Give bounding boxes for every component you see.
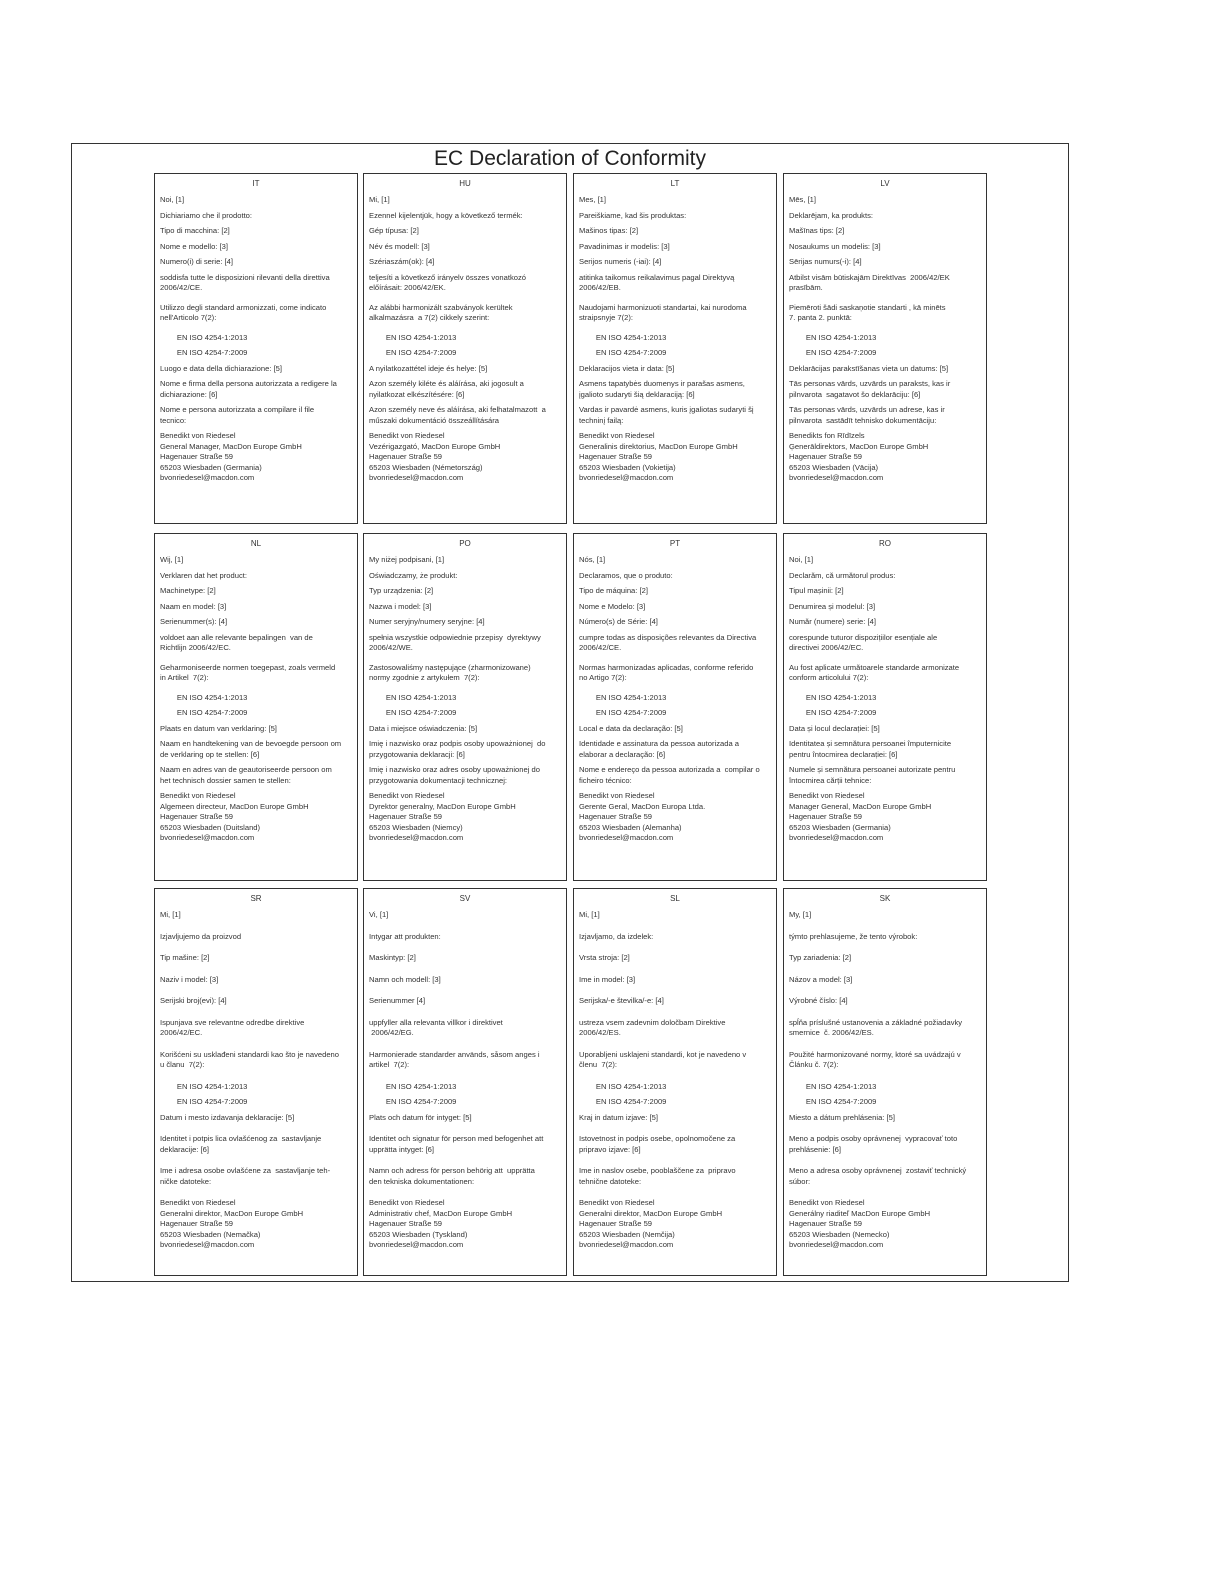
declaration-line: Identidade e assinatura da pessoa autorizada a elaborar a declaração: [6] — [579, 739, 740, 759]
declaration-panel-sl — [573, 888, 777, 1276]
declaration-line: Nome e firma della persona autorizzata a redigere la dichiarazione: [6] — [160, 379, 337, 399]
declaration-line: Imię i nazwisko oraz adres osoby upoważnionej do przygotowania dokumentacji technicznej: — [369, 765, 540, 785]
declaration-line: Benedikt von Riedesel Generalni direktor, MacDon Europe GmbH Hagenauer Straße 59 65203 Wiesbaden (Nemačka) bvonriedesel@macdon.com — [160, 1198, 304, 1249]
declaration-line: Výrobné číslo: [4] — [789, 996, 848, 1005]
declaration-line: uppfyller alla relevanta villkor i direktivet 2006/42/EG. — [369, 1017, 503, 1037]
declaration-line: Az alábbi harmonizált szabványok kerültek alkalmazásra a 7(2) cikkely szerint: — [369, 302, 513, 322]
declaration-line: Data i miejsce oświadczenia: [5] — [369, 723, 478, 733]
declaration-line: Luogo e data della dichiarazione: [5] — [160, 363, 283, 373]
declaration-line: Gép típusa: [2] — [369, 226, 419, 235]
declaration-line: Benedikt von Riedesel Generalni direktor, MacDon Europe GmbH Hagenauer Straße 59 65203 Wiesbaden (Nemčija) bvonriedesel@macdon.com — [579, 1198, 723, 1249]
declaration-line: Local e data da declaração: [5] — [579, 723, 683, 733]
declaration-line: Noi, [1] — [160, 195, 185, 204]
declaration-panel-sv — [363, 888, 567, 1276]
declaration-line: Identitatea și semnătura persoanei împuternicite pentru întocmirea declarației: [6] — [789, 739, 952, 759]
declaration-line: Meno a adresa osoby oprávnenej zostaviť technický súbor: — [789, 1166, 967, 1186]
language-code: NL — [250, 539, 262, 548]
declaration-line: Oświadczamy, że produkt: — [369, 570, 458, 580]
declaration-line: Ime in naslov osebe, pooblaščene za pripravo tehnične datoteke: — [579, 1166, 736, 1186]
declaration-line: Azon személy neve és aláírása, aki felhatalmazott a műszaki dokumentáció összeállítására — [369, 405, 546, 425]
declaration-line: Noi, [1] — [789, 555, 814, 564]
declaration-line: týmto prehlasujeme, že tento výrobok: — [789, 931, 918, 941]
declaration-panel-sk — [783, 888, 987, 1276]
declaration-line: cumpre todas as disposições relevantes da Directiva 2006/42/CE. — [579, 632, 757, 652]
declaration-line: Mi, [1] — [369, 195, 390, 204]
language-code: PT — [669, 539, 681, 548]
declaration-panel-lt — [573, 173, 777, 524]
declaration-line: EN ISO 4254-7:2009 — [789, 1097, 877, 1106]
declaration-line: Imię i nazwisko oraz podpis osoby upoważnionej do przygotowania deklaracji: [6] — [369, 739, 546, 759]
declaration-line: Uporabljeni usklajeni standardi, kot je navedeno v členu 7(2): — [579, 1049, 747, 1069]
declaration-line: My, [1] — [789, 910, 812, 919]
declaration-line: EN ISO 4254-7:2009 — [789, 348, 877, 357]
declaration-line: spełnia wszystkie odpowiednie przepisy dyrektywy 2006/42/WE. — [369, 632, 541, 652]
declaration-line: voldoet aan alle relevante bepalingen van de Richtlijn 2006/42/EC. — [160, 632, 313, 652]
declaration-line: Nome e endereço da pessoa autorizada a compilar o ficheiro técnico: — [579, 765, 760, 785]
declaration-line: Plats och datum för intyget: [5] — [369, 1112, 472, 1122]
declaration-line: Benedikt von Riedesel Vezérigazgató, MacDon Europe GmbH Hagenauer Straße 59 65203 Wiesbaden (Németország) bvonriedesel@macdon.com — [369, 431, 501, 482]
declaration-line: Azon személy kiléte és aláírása, aki jogosult a nyilatkozat elkészítésére: [6] — [369, 379, 524, 399]
declaration-line: Număr (numere) serie: [4] — [789, 617, 876, 626]
declaration-line: Vardas ir pavardė asmens, kuris įgaliotas sudaryti šį techninį failą: — [579, 405, 754, 425]
declaration-line: Miesto a dátum prehlásenia: [5] — [789, 1112, 895, 1122]
declaration-line: Zastosowaliśmy następujące (zharmonizowane) normy zgodnie z artykułem 7(2): — [369, 662, 531, 682]
declaration-line: Benedikt von Riedesel Algemeen directeur, MacDon Europe GmbH Hagenauer Straße 59 65203 Wiesbaden (Duitsland) bvonriedesel@macdon.com — [160, 791, 309, 842]
declaration-line: Pareiškiame, kad šis produktas: — [579, 210, 687, 220]
declaration-line: Ime in model: [3] — [579, 974, 636, 984]
language-code: LT — [670, 179, 680, 188]
declaration-line: EN ISO 4254-1:2013 — [160, 332, 248, 342]
language-code: SV — [459, 894, 471, 903]
declaration-line: Au fost aplicate următoarele standarde armonizate conform articolului 7(2): — [789, 662, 960, 682]
declaration-line: Nós, [1] — [579, 555, 606, 564]
declaration-line: ustreza vsem zadevnim določbam Direktive 2006/42/ES. — [579, 1017, 726, 1037]
declaration-line: Meno a podpis osoby oprávnenej vypracovať toto prehlásenie: [6] — [789, 1134, 958, 1154]
declaration-line: Namn och modell: [3] — [369, 974, 441, 984]
document-title: EC Declaration of Conformity — [434, 147, 706, 170]
declaration-line: Numero(i) di serie: [4] — [160, 257, 234, 266]
declaration-panel-hu — [363, 173, 567, 524]
declaration-line: Mašīnas tips: [2] — [789, 226, 845, 235]
declaration-line: Atbilst visām būtiskajām Direktīvas 2006/42/EK prasībām. — [789, 272, 950, 292]
declaration-line: EN ISO 4254-1:2013 — [369, 692, 457, 702]
declaration-line: Plaats en datum van verklaring: [5] — [160, 723, 277, 733]
declaration-line: teljesíti a következő irányelv összes vonatkozó előírásait: 2006/42/EK. — [369, 272, 527, 292]
declaration-line: EN ISO 4254-7:2009 — [369, 1097, 457, 1106]
declaration-line: Machinetype: [2] — [160, 586, 216, 595]
declaration-panel-nl — [154, 533, 358, 881]
declaration-line: Vrsta stroja: [2] — [579, 953, 630, 962]
declaration-line: Intygar att produkten: — [369, 931, 441, 941]
declaration-line: Pavadinimas ir modelis: [3] — [579, 241, 670, 251]
declaration-line: Tipo de máquina: [2] — [579, 586, 648, 595]
declaration-line: EN ISO 4254-7:2009 — [579, 708, 667, 717]
declaration-line: Mēs, [1] — [789, 195, 817, 204]
declaration-line: Deklaracijos vieta ir data: [5] — [579, 363, 675, 373]
declaration-line: Número(s) de Série: [4] — [579, 617, 658, 626]
declaration-line: Denumirea și modelul: [3] — [789, 601, 876, 611]
declaration-line: Dichiariamo che il prodotto: — [160, 210, 253, 220]
declaration-line: Identitet i potpis lica ovlašćenog za sastavljanje deklaracije: [6] — [160, 1134, 322, 1154]
declaration-line: Benedikts fon Rīdīzels Ģenerāldirektors, MacDon Europe GmbH Hagenauer Straße 59 65203 Wiesbaden (Vācija) bvonriedesel@macdon.com — [789, 431, 929, 482]
declaration-line: Typ zariadenia: [2] — [789, 953, 852, 962]
declaration-panel-pt — [573, 533, 777, 881]
declaration-line: Kraj in datum izjave: [5] — [579, 1112, 658, 1122]
declaration-line: Datum i mesto izdavanja deklaracije: [5] — [160, 1112, 295, 1122]
language-code: IT — [252, 179, 260, 188]
declaration-panel-sr — [154, 888, 358, 1276]
declaration-line: Mi, [1] — [160, 910, 181, 919]
language-code: LV — [880, 179, 890, 188]
declaration-line: Naziv i model: [3] — [160, 974, 219, 984]
language-code: SL — [670, 894, 680, 903]
declaration-line: Nome e Modelo: [3] — [579, 601, 646, 611]
declaration-line: Naam en adres van de geautoriseerde persoon om het technisch dossier samen te stellen: — [160, 765, 332, 785]
declaration-line: Tās personas vārds, uzvārds un paraksts, kas ir pilnvarota sagatavot šo deklarāciju: [6] — [789, 379, 951, 399]
declaration-line: Numele și semnătura persoanei autorizate pentru întocmirea cărții tehnice: — [789, 765, 956, 785]
declaration-line: Maskintyp: [2] — [369, 953, 416, 962]
declaration-line: Utilizzo degli standard armonizzati, come indicato nell'Articolo 7(2): — [160, 302, 327, 322]
declaration-line: Benedikt von Riedesel Dyrektor generalny, MacDon Europe GmbH Hagenauer Straße 59 65203 Wiesbaden (Niemcy) bvonriedesel@macdon.com — [369, 791, 516, 842]
declaration-line: Izjavljujemo da proizvod — [160, 931, 242, 941]
declaration-line: Ime i adresa osobe ovlašćene za sastavljanje teh- ničke datoteke: — [160, 1166, 331, 1186]
declaration-line: corespunde tuturor dispozițiilor esențiale ale directivei 2006/42/EC. — [789, 632, 938, 652]
declaration-line: Istovetnost in podpis osebe, opolnomočene za pripravo izjave: [6] — [579, 1134, 736, 1154]
declaration-line: Použité harmonizované normy, ktoré sa uvádzajú v Článku č. 7(2): — [789, 1049, 961, 1069]
declaration-line: Naam en handtekening van de bevoegde persoon om de verklaring op te stellen: [6] — [160, 739, 342, 759]
declaration-line: A nyilatkozattétel ideje és helye: [5] — [369, 363, 488, 373]
declaration-line: EN ISO 4254-7:2009 — [160, 1097, 248, 1106]
declaration-line: Normas harmonizadas aplicadas, conforme referido no Artigo 7(2): — [579, 662, 754, 682]
declaration-line: Tipo di macchina: [2] — [160, 226, 230, 235]
declaration-line: Serijos numeris (-iai): [4] — [579, 257, 662, 266]
declaration-line: EN ISO 4254-1:2013 — [789, 332, 877, 342]
declaration-line: Vi, [1] — [369, 910, 389, 919]
declaration-line: Benedikt von Riedesel Manager General, MacDon Europe GmbH Hagenauer Straße 59 65203 Wiesbaden (Germania) bvonriedesel@macdon.com — [789, 791, 932, 842]
declaration-line: EN ISO 4254-1:2013 — [160, 692, 248, 702]
declaration-panel-po — [363, 533, 567, 881]
declaration-line: Ispunjava sve relevantne odredbe direktive 2006/42/EC. — [160, 1017, 305, 1037]
declaration-panel-ro — [783, 533, 987, 881]
declaration-line: EN ISO 4254-1:2013 — [789, 692, 877, 702]
declaration-line: Wij, [1] — [160, 555, 184, 564]
declaration-line: Identitet och signatur för person med befogenhet att upprätta intyget: [6] — [369, 1134, 544, 1154]
declaration-line: Numer seryjny/numery seryjne: [4] — [369, 617, 485, 626]
declaration-line: EN ISO 4254-7:2009 — [160, 708, 248, 717]
declaration-line: Korišćeni su usklađeni standardi kao što je navedeno u članu 7(2): — [160, 1049, 339, 1069]
declaration-line: Nome e modello: [3] — [160, 241, 228, 251]
declaration-line: Serijski broj(evi): [4] — [160, 996, 227, 1005]
declaration-line: Piemēroti šādi saskaņotie standarti , kā minēts 7. panta 2. punktā: — [789, 302, 946, 322]
declaration-line: Deklarācijas parakstīšanas vieta un datums: [5] — [789, 363, 949, 373]
declaration-line: Mes, [1] — [579, 195, 607, 204]
declaration-line: Názov a model: [3] — [789, 974, 853, 984]
declaration-line: Benedikt von Riedesel Generalinis direktorius, MacDon Europe GmbH Hagenauer Straße 59 65203 Wiesbaden (Vokietija) bvonriedesel@macdon.com — [579, 431, 738, 482]
declaration-line: Nome e persona autorizzata a compilare il file tecnico: — [160, 405, 315, 425]
declaration-line: Typ urządzenia: [2] — [369, 586, 434, 595]
declaration-line: EN ISO 4254-7:2009 — [579, 348, 667, 357]
declaration-line: Benedikt von Riedesel Administrativ chef, MacDon Europe GmbH Hagenauer Straße 59 65203 Wiesbaden (Tyskland) bvonriedesel@macdon.com — [369, 1198, 513, 1249]
declaration-line: Verklaren dat het product: — [160, 570, 247, 580]
language-code: HU — [459, 179, 471, 188]
language-code: RO — [879, 539, 891, 548]
declaration-line: EN ISO 4254-7:2009 — [579, 1097, 667, 1106]
declaration-line: Tipul mașinii: [2] — [789, 586, 844, 595]
declaration-line: Mi, [1] — [579, 910, 600, 919]
language-code: SR — [250, 894, 262, 903]
declaration-line: Nosaukums un modelis: [3] — [789, 241, 881, 251]
declaration-line: EN ISO 4254-1:2013 — [369, 332, 457, 342]
declaration-line: Geharmoniseerde normen toegepast, zoals vermeld in Artikel 7(2): — [160, 662, 336, 682]
declaration-line: Benedikt von Riedesel General Manager, MacDon Europe GmbH Hagenauer Straße 59 65203 Wiesbaden (Germania) bvonriedesel@macdon.com — [160, 431, 302, 482]
declaration-line: Declaramos, que o produto: — [579, 570, 673, 580]
declaration-line: Serijska/-e številka/-e: [4] — [579, 996, 664, 1005]
declaration-line: Serienummer(s): [4] — [160, 617, 228, 626]
declaration-line: Nazwa i model: [3] — [369, 601, 432, 611]
declaration-line: atitinka taikomus reikalavimus pagal Direktyvą 2006/42/EB. — [579, 272, 735, 292]
declaration-line: EN ISO 4254-1:2013 — [579, 692, 667, 702]
declaration-line: Benedikt von Riedesel Generálny riaditeľ MacDon Europe GmbH Hagenauer Straße 59 65203 Wiesbaden (Nemecko) bvonriedesel@macdon.com — [789, 1198, 931, 1249]
declaration-line: Név és modell: [3] — [369, 241, 430, 251]
declaration-line: EN ISO 4254-7:2009 — [369, 348, 457, 357]
language-code: PO — [459, 539, 471, 548]
declaration-line: EN ISO 4254-1:2013 — [369, 1081, 457, 1091]
declaration-line: EN ISO 4254-7:2009 — [160, 348, 248, 357]
declaration-panel-it — [154, 173, 358, 524]
declaration-line: EN ISO 4254-7:2009 — [789, 708, 877, 717]
declaration-line: Harmonierade standarder används, såsom anges i artikel 7(2): — [369, 1049, 540, 1069]
declaration-line: Benedikt von Riedesel Gerente Geral, MacDon Europa Ltda. Hagenauer Straße 59 65203 Wiesbaden (Alemanha) bvonriedesel@macdon.com — [579, 791, 706, 842]
declaration-panel-lv — [783, 173, 987, 524]
declaration-line: Namn och adress för person behörig att upprätta den tekniska dokumentationen: — [369, 1166, 535, 1186]
declaration-line: Deklarējam, ka produkts: — [789, 210, 873, 220]
declaration-line: Data și locul declarației: [5] — [789, 723, 880, 733]
declaration-line: Szériaszám(ok): [4] — [369, 257, 435, 266]
language-code: SK — [879, 894, 891, 903]
declaration-line: EN ISO 4254-1:2013 — [160, 1081, 248, 1091]
declaration-line: Izjavljamo, da izdelek: — [579, 931, 654, 941]
declaration-line: My niżej podpisani, [1] — [369, 555, 445, 564]
declaration-line: EN ISO 4254-1:2013 — [579, 1081, 667, 1091]
declaration-line: soddisfa tutte le disposizioni rilevanti della direttiva 2006/42/CE. — [160, 272, 330, 292]
declaration-line: Ezennel kijelentjük, hogy a következő termék: — [369, 210, 523, 220]
declaration-line: Naam en model: [3] — [160, 601, 227, 611]
declaration-line: Asmens tapatybės duomenys ir parašas asmens, įgalioto sudaryti šią deklaraciją: [6] — [579, 379, 745, 399]
declaration-line: EN ISO 4254-1:2013 — [579, 332, 667, 342]
declaration-line: EN ISO 4254-7:2009 — [369, 708, 457, 717]
declaration-line: Tip mašine: [2] — [160, 953, 210, 962]
declaration-line: spĺňa príslušné ustanovenia a základné požiadavky smernice č. 2006/42/ES. — [789, 1017, 963, 1037]
declaration-line: Serienummer [4] — [369, 996, 426, 1005]
declaration-line: Tās personas vārds, uzvārds un adrese, kas ir pilnvarota sastādīt tehnisko dokumentāciju: — [789, 405, 945, 425]
declaration-line: Declarăm, că următorul produs: — [789, 570, 896, 580]
declaration-line: Mašinos tipas: [2] — [579, 226, 639, 235]
declaration-line: Sērijas numurs(-i): [4] — [789, 257, 862, 266]
declaration-line: Naudojami harmonizuoti standartai, kai nurodoma straipsnyje 7(2): — [579, 302, 747, 322]
declaration-line: EN ISO 4254-1:2013 — [789, 1081, 877, 1091]
